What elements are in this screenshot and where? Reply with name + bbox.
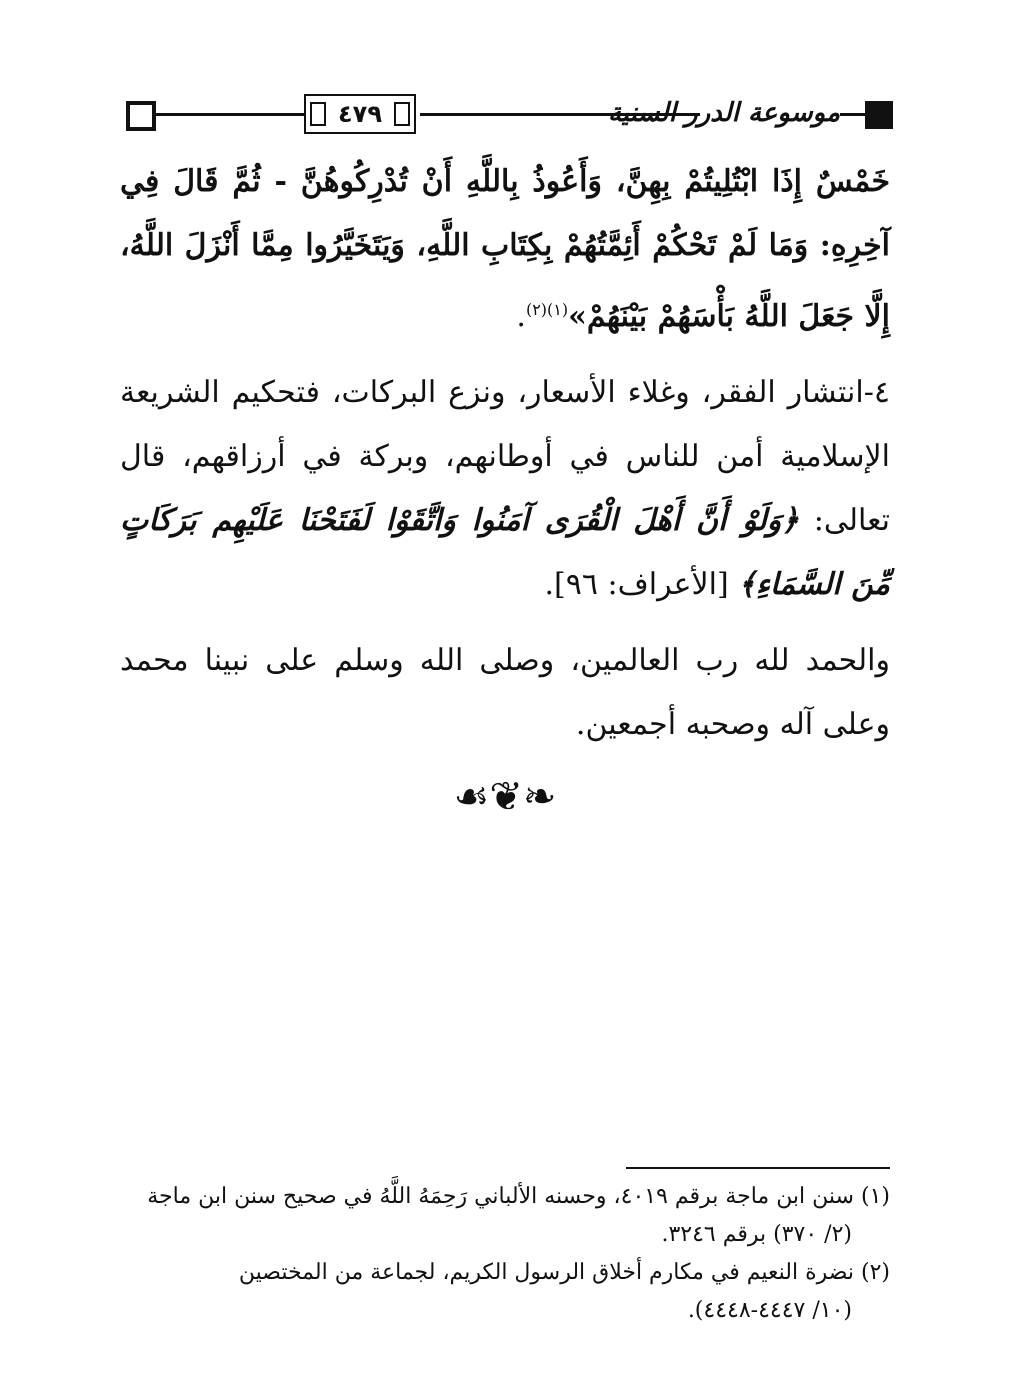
book-title: موسوعة الدرر السنية (607, 98, 840, 128)
footnote-separator (626, 1167, 890, 1169)
header-ornament-right (865, 101, 893, 129)
page-number-frame (304, 94, 416, 134)
page-header (120, 88, 895, 144)
footnote-2 (120, 1254, 890, 1330)
closing-paragraph: والحمد لله رب العالمين، وصلى الله وسلم على نبينا محمد وعلى آله وصحبه أجمعين. (120, 643, 890, 742)
footnote-refs: (١)(٢) (525, 300, 569, 319)
section-end-ornament: ❧❦☙ (453, 774, 557, 820)
footnote-text: نضرة النعيم في مكارم أخلاق الرسول الكريم، لجماعة من المختصين (238, 1260, 854, 1285)
hadith-quote-paragraph (120, 150, 890, 349)
footnote-text-continued: (٢/ ٣٧٠) برقم ٣٢٤٦. (661, 1222, 852, 1247)
item-4-text: ٤-انتشار الفقر، وغلاء الأسعار، ونزع البركات، فتحكيم الشريعة الإسلامية أمن للناس في أوطانهم، وبركة في أرزاقهم، قال تعالى: (120, 375, 890, 538)
footnote-1 (120, 1178, 890, 1254)
footnote-marker: (٢) (860, 1260, 890, 1285)
header-rule (154, 113, 304, 116)
footnote-marker: (١) (860, 1184, 890, 1209)
quran-verse: ﴿وَلَوْ أَنَّ أَهْلَ الْقُرَى آمَنُوا وَاتَّقَوْا لَفَتَحْنَا عَلَيْهِم بَرَكَاتٍ مِّنَ السَّمَاءِ﴾ (120, 503, 890, 602)
header-ornament-left (126, 101, 156, 131)
page-number: ٤٧٩ (338, 100, 382, 128)
hadith-quote: خَمْسٌ إِذَا ابْتُلِيتُمْ بِهِنَّ، وَأَعُوذُ بِاللَّهِ أَنْ تُدْرِكُوهُنَّ - ثُمَّ قَالَ فِي آخِرِهِ: وَمَا لَمْ تَحْكُمْ أَئِمَّتُهُمْ بِكِتَابِ اللَّهِ، وَيَتَخَيَّرُوا مِمَّا أَنْزَلَ اللَّهُ، إِلَّا جَعَلَ اللَّهُ بَأْسَهُمْ بَيْنَهُمْ» (120, 164, 890, 334)
quote-end: . (516, 299, 526, 334)
list-item-4 (120, 361, 890, 617)
footnotes (120, 1178, 890, 1330)
footnote-text: سنن ابن ماجة برقم ٤٠١٩، وحسنه الألباني رَحِمَهُ اللَّهُ في صحيح سنن ابن ماجة (147, 1184, 854, 1209)
footnote-text-continued: (١٠/ ٤٤٤٧-٤٤٤٨). (687, 1298, 852, 1323)
verse-reference: [الأعراف: ٩٦]. (544, 567, 729, 602)
main-text (120, 150, 890, 827)
